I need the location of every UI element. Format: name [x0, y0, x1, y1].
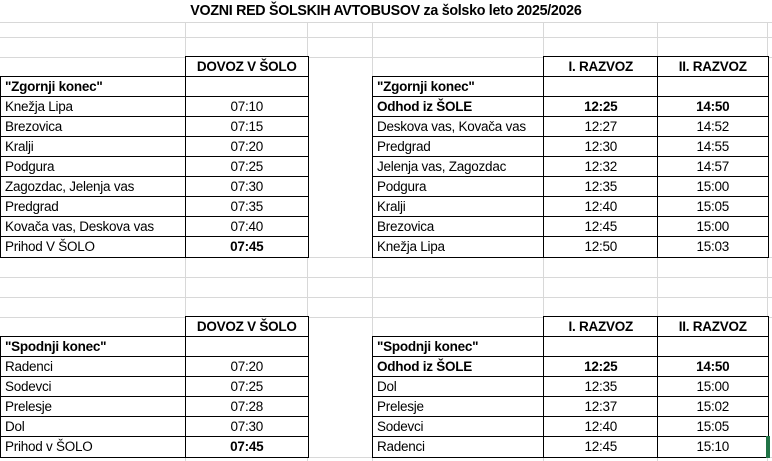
time-cell[interactable]: 12:45: [543, 436, 659, 458]
selection-border: [766, 436, 770, 458]
row-label-cell[interactable]: Jelenja vas, Zagozdac: [372, 156, 545, 178]
time-cell[interactable]: 07:45: [185, 236, 309, 258]
time-cell[interactable]: 12:25: [543, 96, 659, 118]
row-label-cell[interactable]: Knežja Lipa: [372, 236, 545, 258]
time-cell[interactable]: 12:30: [543, 136, 659, 158]
row-label-cell[interactable]: Prihod V ŠOLO: [0, 236, 187, 258]
time-cell[interactable]: 15:00: [657, 376, 769, 398]
row-label-cell[interactable]: Odhod iz ŠOLE: [372, 356, 545, 378]
time-cell[interactable]: 12:25: [543, 356, 659, 378]
row-label-cell[interactable]: Sodevci: [372, 416, 545, 438]
time-cell[interactable]: 12:35: [543, 376, 659, 398]
grid-line-horizontal: [0, 277, 772, 278]
row-label-cell[interactable]: Podgura: [372, 176, 545, 198]
time-cell[interactable]: 15:00: [657, 176, 769, 198]
time-cell[interactable]: 15:03: [657, 236, 769, 258]
time-cell[interactable]: 15:05: [657, 196, 769, 218]
header-cell[interactable]: II. RAZVOZ: [657, 56, 769, 78]
time-cell[interactable]: 12:35: [543, 176, 659, 198]
row-label-cell[interactable]: "Zgornji konec": [0, 76, 187, 98]
time-cell[interactable]: 07:30: [185, 176, 309, 198]
row-label-cell[interactable]: Sodevci: [0, 376, 187, 398]
sheet-title[interactable]: [0, 0, 772, 22]
time-cell[interactable]: [543, 76, 659, 98]
time-cell[interactable]: 15:00: [657, 216, 769, 238]
row-label-cell[interactable]: Kralji: [0, 136, 187, 158]
grid-line-horizontal: [0, 37, 772, 38]
time-cell[interactable]: 07:20: [185, 356, 309, 378]
row-label-cell[interactable]: Prelesje: [0, 396, 187, 418]
row-label-cell[interactable]: "Spodnji konec": [372, 336, 545, 358]
time-cell[interactable]: 07:28: [185, 396, 309, 418]
row-label-cell[interactable]: Odhod iz ŠOLE: [372, 96, 545, 118]
row-label-cell[interactable]: Dol: [372, 376, 545, 398]
time-cell[interactable]: 07:45: [185, 436, 309, 458]
row-label-cell[interactable]: Kralji: [372, 196, 545, 218]
time-cell[interactable]: 14:55: [657, 136, 769, 158]
time-cell[interactable]: [185, 76, 309, 98]
row-label-cell[interactable]: Deskova vas, Kovača vas: [372, 116, 545, 138]
time-cell[interactable]: 14:50: [657, 356, 769, 378]
header-cell[interactable]: II. RAZVOZ: [657, 316, 769, 338]
time-cell[interactable]: 15:05: [657, 416, 769, 438]
time-cell[interactable]: [657, 76, 769, 98]
grid-line-horizontal: [0, 22, 772, 23]
grid-line-horizontal: [0, 297, 772, 298]
time-cell[interactable]: 14:52: [657, 116, 769, 138]
time-cell[interactable]: 07:25: [185, 156, 309, 178]
time-cell[interactable]: 12:45: [543, 216, 659, 238]
row-label-cell[interactable]: Predgrad: [372, 136, 545, 158]
row-label-cell[interactable]: Podgura: [0, 156, 187, 178]
time-cell[interactable]: 14:50: [657, 96, 769, 118]
time-cell[interactable]: 07:20: [185, 136, 309, 158]
time-cell[interactable]: 07:25: [185, 376, 309, 398]
header-cell[interactable]: DOVOZ V ŠOLO: [185, 56, 309, 78]
time-cell[interactable]: 12:27: [543, 116, 659, 138]
row-label-cell[interactable]: "Zgornji konec": [372, 76, 545, 98]
time-cell[interactable]: 12:40: [543, 196, 659, 218]
time-cell[interactable]: [543, 336, 659, 358]
row-label-cell[interactable]: Dol: [0, 416, 187, 438]
time-cell[interactable]: 07:40: [185, 216, 309, 238]
time-cell[interactable]: 07:35: [185, 196, 309, 218]
header-cell[interactable]: I. RAZVOZ: [543, 316, 659, 338]
time-cell[interactable]: [185, 336, 309, 358]
row-label-cell[interactable]: Radenci: [372, 436, 545, 458]
row-label-cell[interactable]: Radenci: [0, 356, 187, 378]
row-label-cell[interactable]: "Spodnji konec": [0, 336, 187, 358]
header-cell[interactable]: I. RAZVOZ: [543, 56, 659, 78]
row-label-cell[interactable]: Kovača vas, Deskova vas: [0, 216, 187, 238]
time-cell[interactable]: 12:37: [543, 396, 659, 418]
row-label-cell[interactable]: Brezovica: [372, 216, 545, 238]
time-cell[interactable]: [657, 336, 769, 358]
row-label-cell[interactable]: Zagozdac, Jelenja vas: [0, 176, 187, 198]
row-label-cell[interactable]: Prelesje: [372, 396, 545, 418]
header-cell[interactable]: DOVOZ V ŠOLO: [185, 316, 309, 338]
row-label-cell[interactable]: Prihod v ŠOLO: [0, 436, 187, 458]
time-cell[interactable]: 07:15: [185, 116, 309, 138]
time-cell[interactable]: 07:10: [185, 96, 309, 118]
time-cell[interactable]: 12:32: [543, 156, 659, 178]
row-label-cell[interactable]: Knežja Lipa: [0, 96, 187, 118]
time-cell[interactable]: 15:02: [657, 396, 769, 418]
time-cell[interactable]: 12:40: [543, 416, 659, 438]
row-label-cell[interactable]: Predgrad: [0, 196, 187, 218]
time-cell[interactable]: 14:57: [657, 156, 769, 178]
time-cell[interactable]: 15:10: [657, 436, 769, 458]
row-label-cell[interactable]: Brezovica: [0, 116, 187, 138]
time-cell[interactable]: 12:50: [543, 236, 659, 258]
sheet-title-text: VOZNI RED ŠOLSKIH AVTOBUSOV za šolsko leto 2025/2026: [190, 2, 582, 19]
time-cell[interactable]: 07:30: [185, 416, 309, 438]
